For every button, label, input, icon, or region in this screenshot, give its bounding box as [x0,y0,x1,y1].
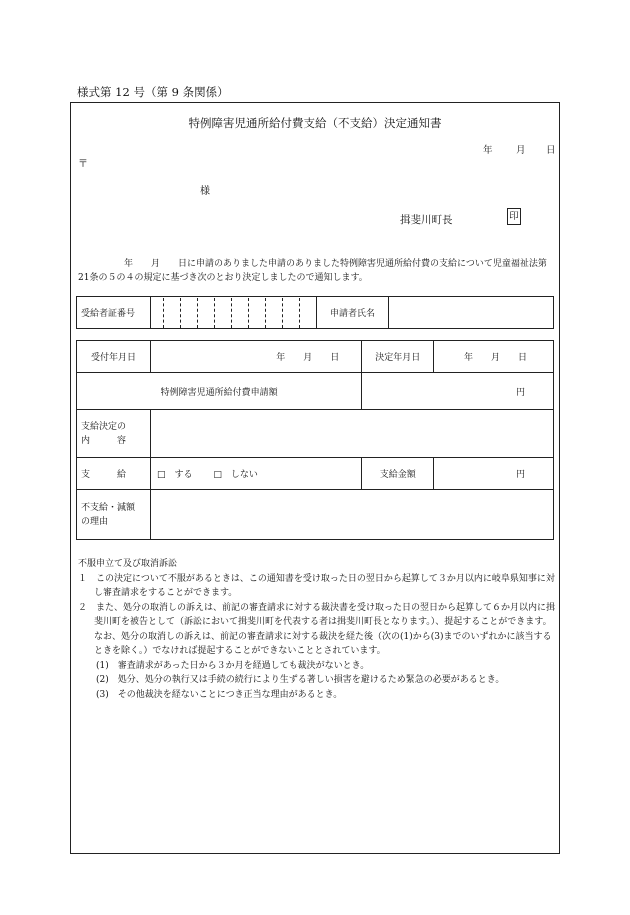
notes-sub-2: (2) 処分、処分の執行又は手続の続行により生ずる著しい損害を避けるため緊急の必要があるとき。 [96,675,505,685]
payment-option-yes[interactable]: □ する [157,470,193,480]
notes-sub-1: (1) 審査請求があった日から３か月を経過しても裁決がないとき。 [96,660,370,671]
document-title: 特例障害児通所給付費支給（不支給）決定通知書 [188,116,442,130]
seal-mark: 印 [507,208,521,225]
reason-label [77,490,151,540]
cert-number-cells[interactable] [151,297,317,329]
claim-amount-label: 特例障害児通所給付費申請額 [77,373,362,410]
recipient-honorific: 様 [200,186,210,197]
claim-yen: 円 [515,387,525,398]
appeal-notes [78,557,556,702]
notes-heading: 不服申立て及び取消訴訟 [78,559,178,569]
decision-content-label-line2: 内 容 [81,435,127,446]
date-month: 月 [516,145,526,156]
received-date-value[interactable]: 年 月 日 [151,341,362,373]
reason-value[interactable] [151,490,554,540]
recipient-table [76,296,554,329]
payment-options [151,458,362,490]
decision-content-label-line1: 支給決定の [81,421,127,432]
decision-content-label [77,410,151,458]
intro-paragraph [78,257,558,285]
cert-number-label: 受給者証番号 [77,297,151,329]
received-date-label: 受付年月日 [77,341,151,373]
form-number: 様式第 12 号（第 9 条関係） [77,85,229,99]
decision-date-value[interactable]: 年 月 日 [434,341,554,373]
notes-item-1: １ この決定について不服があるときは、この通知書を受け取った日の翌日から起算して３か月以内に岐阜県知事に対し審査請求をすることができます。 [78,573,555,598]
decision-table [76,340,554,540]
date-day: 日 [546,145,556,156]
intro-text: 年 月 日に申請のありました申請のありました特例障害児通所給付費の支給について児童福祉法第21条の５の４の規定に基づき次のとおり決定しましたので通知します。 [78,259,547,283]
payment-amount-value[interactable] [434,458,554,490]
notes-sub-3: (3) その他裁決を経ないことにつき正当な理由があるとき。 [96,689,343,700]
payment-label: 支 給 [77,458,151,490]
claim-amount-value[interactable] [362,373,554,410]
decision-content-value[interactable] [151,410,554,458]
payment-option-no[interactable]: □ しない [213,470,258,480]
reason-label-line2: の理由 [81,516,109,527]
issuer-name: 揖斐川町長 [400,214,453,226]
applicant-name-value[interactable] [389,297,554,329]
payment-amount-label: 支給金額 [362,458,434,490]
notes-item-2: ２ また、処分の取消しの訴えは、前記の審査請求に対する裁決書を受け取った日の翌日から起算して６か月以内に揖斐川町を被告として（訴訟において揖斐川町を代表する者は揖斐川町長となります。）、提起することができます。なお、処分の取消しの訴えは、前記の審査請求に対する裁決を経た後（次の(1)から(3)までのいずれかに該当するときを除く。）でなければ提起することができないこととされています。 [78,602,556,656]
reason-label-line1: 不支給・減額 [81,502,136,513]
payment-yen: 円 [515,470,525,480]
date-year: 年 [483,145,493,156]
applicant-name-label: 申請者氏名 [317,297,389,329]
decision-date-label: 決定年月日 [362,341,434,373]
postal-mark: 〒 [78,159,88,170]
